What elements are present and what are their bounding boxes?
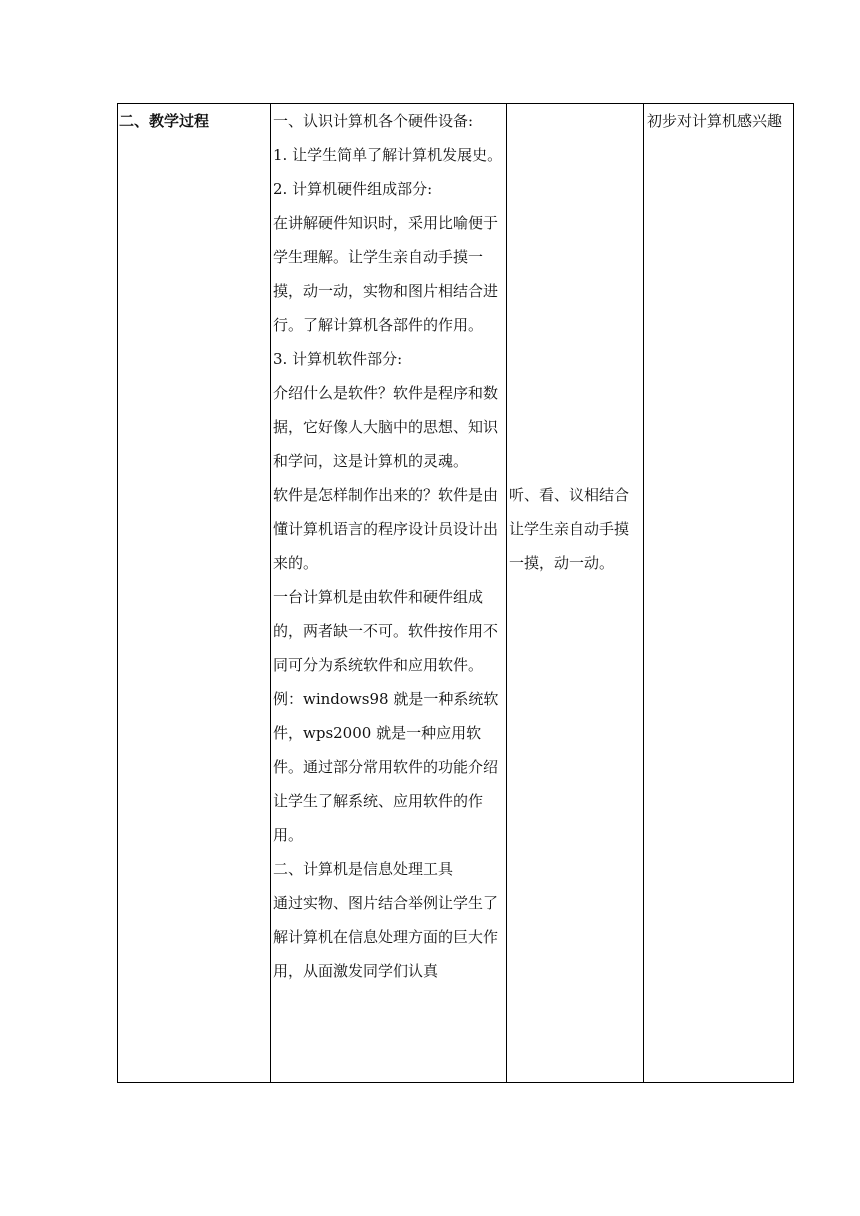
design-intent-cell [644, 104, 794, 1083]
lesson-plan-table [117, 103, 794, 1083]
content-paragraph: 一台计算机是由软件和硬件组成的，两者缺一不可。软件按作用不同可分为系统软件和应用软件。例：windows98 就是一种系统软件，wps2000 就是一种应用软件。通过部分常用软件的功能介绍让学生了解系统、应用软件的作用。 [273, 588, 499, 844]
student-activity-cell [507, 104, 644, 1083]
content-paragraph: 1. 让学生简单了解计算机发展史。 [273, 146, 503, 164]
content-paragraph: 3. 计算机软件部分: [273, 350, 403, 368]
content-paragraph: 软件是怎样制作出来的？软件是由懂计算机语言的程序设计员设计出来的。 [273, 486, 499, 572]
table-row [118, 104, 794, 1083]
content-paragraph: 通过实物、图片结合举例让学生了解计算机在信息处理方面的巨大作用，从面激发同学们认真 [273, 894, 499, 980]
design-intent-text: 初步对计算机感兴趣 [647, 112, 783, 130]
content-paragraph: 2. 计算机硬件组成部分: [273, 180, 433, 198]
content-paragraph: 一、认识计算机各个硬件设备: [273, 112, 474, 130]
content-paragraph: 在讲解硬件知识时，采用比喻便于学生理解。让学生亲自动手摸一摸，动一动，实物和图片相结合进行。了解计算机各部件的作用。 [273, 214, 499, 334]
student-activity-text: 听、看、议相结合让学生亲自动手摸一摸，动一动。 [509, 486, 630, 572]
content-paragraph: 二、计算机是信息处理工具 [273, 860, 454, 878]
content-paragraph: 介绍什么是软件？软件是程序和数据，它好像人大脑中的思想、知识和学问，这是计算机的灵魂。 [273, 384, 499, 470]
section-heading: 二、教学过程 [119, 112, 210, 130]
teaching-content-cell [271, 104, 507, 1083]
section-cell [118, 104, 271, 1083]
